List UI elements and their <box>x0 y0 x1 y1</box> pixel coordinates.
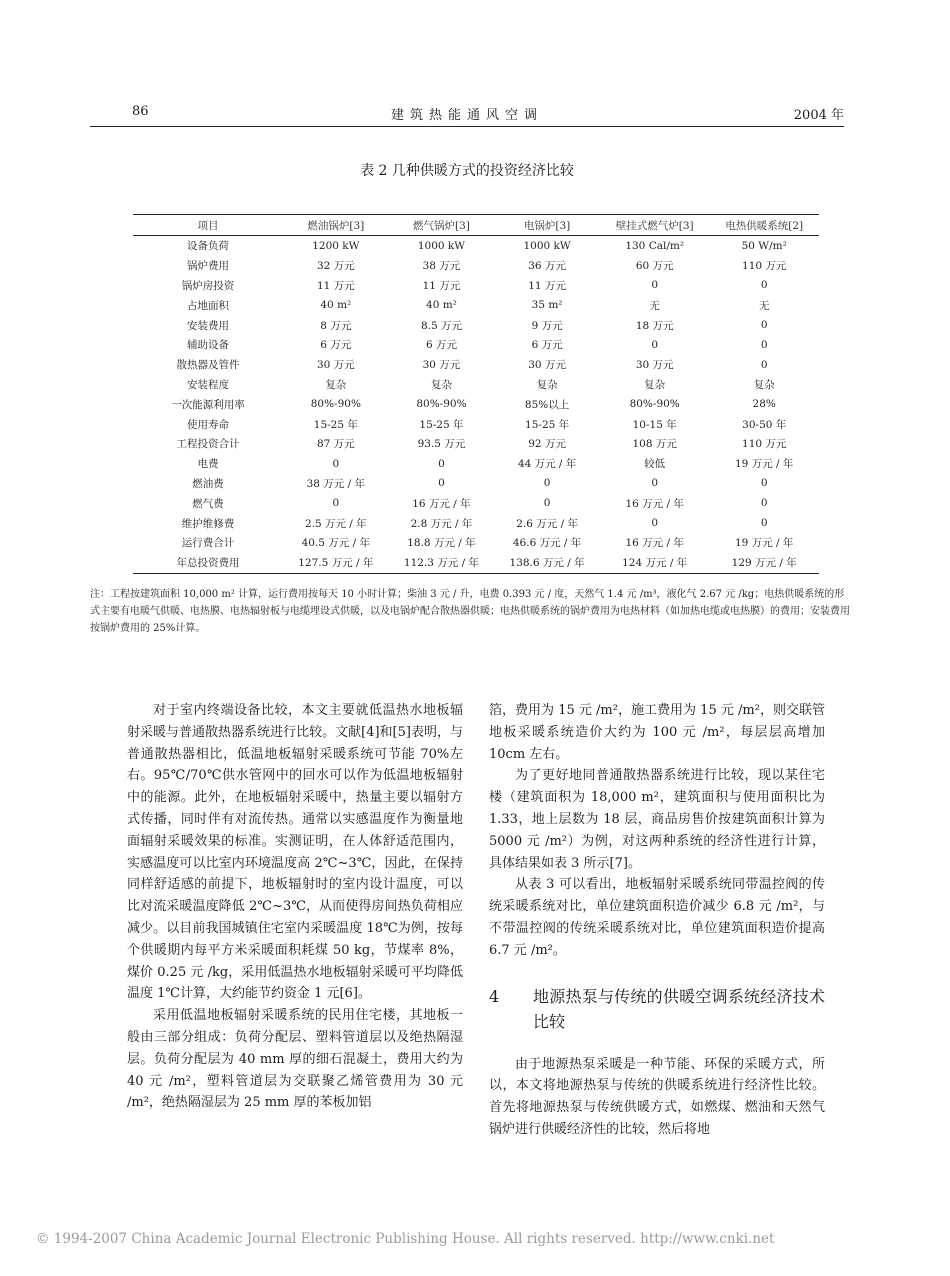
table-cell: 复杂 <box>753 378 775 391</box>
table-cell: 60 万元 <box>635 260 674 273</box>
table-cell: 6 万元 <box>425 339 457 352</box>
right-column <box>489 700 825 1141</box>
table-cell: 46.6 万元 / 年 <box>512 537 582 550</box>
table-cell: 19 万元 / 年 <box>735 458 794 471</box>
table-cell: 30-50 年 <box>742 418 787 431</box>
table-cell: 11 万元 <box>316 279 355 292</box>
table-cell: 1200 kW <box>312 239 360 252</box>
table-row <box>133 315 819 335</box>
section-heading <box>489 984 825 1034</box>
table-cell: 2.8 万元 / 年 <box>410 517 473 530</box>
table-cell: 30 万元 <box>528 359 566 372</box>
table-cell: 8 万元 <box>320 319 352 332</box>
page-number: 86 <box>132 104 149 119</box>
table-cell: 110 万元 <box>742 260 787 273</box>
table-row <box>133 295 819 315</box>
table-cell: 9 万元 <box>531 319 563 332</box>
table-cell: 0 <box>543 497 551 510</box>
row-label-cell: 年总投资费用 <box>176 557 240 570</box>
section-number: 4 <box>489 986 500 1006</box>
row-label-cell: 一次能源利用率 <box>171 398 245 411</box>
table-cell: 0 <box>651 279 659 292</box>
table-cell: 138.6 万元 / 年 <box>509 557 585 570</box>
table-row <box>133 493 819 513</box>
table-cell: 0 <box>332 497 340 510</box>
table-cell: 1000 kW <box>523 239 571 252</box>
table-cell: 11 万元 <box>528 279 566 292</box>
table-cell: 复杂 <box>536 378 558 391</box>
table-row <box>133 533 819 553</box>
table-cell: 30 万元 <box>316 359 355 372</box>
table-cell: 112.3 万元 / 年 <box>403 557 480 570</box>
table-cell: 无 <box>758 299 770 312</box>
table-cell: 40.5 万元 / 年 <box>301 537 371 550</box>
column-header: 项目 <box>133 215 283 236</box>
table-cell: 16 万元 / 年 <box>625 537 684 550</box>
row-label-cell: 设备负荷 <box>187 240 229 253</box>
table-cell: 10-15 年 <box>632 418 677 431</box>
table-row <box>133 394 819 414</box>
table-cell: 129 万元 / 年 <box>731 557 797 570</box>
table-row <box>133 335 819 355</box>
column-header: 燃气锅炉[3] <box>389 215 495 236</box>
year: 2004 年 <box>793 108 844 123</box>
table-cell: 15-25 年 <box>525 418 570 431</box>
row-label-cell: 使用寿命 <box>187 418 229 431</box>
table-row <box>133 513 819 533</box>
table-cell: 30 万元 <box>422 359 461 372</box>
copyright-footer: © 1994-2007 China Academic Journal Electronic Publishing House. All rights reserved. http://www.cnki.net <box>36 1231 775 1247</box>
table-cell: 0 <box>332 457 340 470</box>
table-row <box>133 355 819 375</box>
table-row <box>133 474 819 494</box>
row-label-cell: 燃气费 <box>192 497 224 510</box>
table-cell: 0 <box>438 457 445 470</box>
row-label-cell: 工程投资合计 <box>176 438 240 451</box>
paragraph: 为了更好地同普通散热器系统进行比较，现以某住宅楼（建筑面积为 18,000 m²，建筑面积与使用面积比为 1.33，地上层数为 18 层，商品房售价按建筑面积计算为 5000 元 /m²）为例，对这两种系统的经济性进行计算，具体结果如表 3 所示[7]。 <box>489 768 825 871</box>
table-cell: 32 万元 <box>316 260 355 273</box>
table-cell: 93.5 万元 <box>417 438 466 451</box>
table-cell: 130 Cal/m² <box>625 239 685 252</box>
row-label-cell: 辅助设备 <box>187 339 229 352</box>
table-row <box>133 434 819 454</box>
table-cell: 18.8 万元 / 年 <box>407 537 476 550</box>
running-header <box>90 100 844 127</box>
table-cell: 0 <box>651 477 659 490</box>
table-cell: 16 万元 / 年 <box>412 497 471 510</box>
table-cell: 复杂 <box>644 378 666 391</box>
table-cell: 复杂 <box>430 378 452 391</box>
row-label-cell: 安装程度 <box>187 378 229 391</box>
table-row <box>133 276 819 296</box>
table-cell: 0 <box>760 319 768 332</box>
table-cell: 0 <box>760 338 768 351</box>
table-cell: 2.6 万元 / 年 <box>516 517 578 530</box>
row-label-cell: 安装费用 <box>187 319 229 332</box>
table-cell: 80%-90% <box>629 398 680 411</box>
table-cell: 18 万元 <box>635 319 674 332</box>
column-header: 电锅炉[3] <box>494 215 600 236</box>
column-header: 壁挂式燃气炉[3] <box>600 215 710 236</box>
table-cell: 2.5 万元 / 年 <box>304 517 367 530</box>
table-cell: 6 万元 <box>320 339 352 352</box>
table-cell: 0 <box>760 477 768 490</box>
row-label-cell: 锅炉费用 <box>187 260 229 273</box>
table-cell: 80%-90% <box>310 398 361 411</box>
table-cell: 40 m² <box>320 299 352 312</box>
table-cell: 40 m² <box>426 299 457 312</box>
table-cell: 0 <box>543 477 551 490</box>
column-header: 燃油锅炉[3] <box>283 215 389 236</box>
table-cell: 38 万元 / 年 <box>306 477 366 490</box>
table-cell: 0 <box>438 477 445 490</box>
table-cell: 80%-90% <box>416 398 467 411</box>
table-cell: 110 万元 <box>742 438 787 451</box>
table-cell: 0 <box>760 279 768 292</box>
table-caption: 表 2 几种供暖方式的投资经济比较 <box>360 163 574 179</box>
table-row <box>133 375 819 395</box>
table-cell: 0 <box>760 517 768 530</box>
row-label-cell: 占地面积 <box>187 299 229 312</box>
table-note: 注：工程按建筑面积 10,000 m² 计算，运行费用按每天 10 小时计算；柴油 3 元 / 升，电费 0.393 元 / 度，天然气 1.4 元 /m³，液化气 2.67 元 /kg；电热供暖系统的形式主要有电暖气供暖、电热膜、电热辐射板与电缆埋设式供暖，以及电锅炉配合散热器供暖；电热供暖系统的锅炉费用为电热材料（如加热电缆或电热膜）的费用；安装费用按锅炉费用的 25%计算。 <box>90 589 850 634</box>
row-label-cell: 运行费合计 <box>181 537 235 550</box>
table-cell: 较低 <box>644 458 666 471</box>
row-label-cell: 锅炉房投资 <box>181 279 235 292</box>
table-cell: 6 万元 <box>531 339 563 352</box>
table-row <box>133 414 819 434</box>
table-cell: 36 万元 <box>528 260 566 273</box>
table-cell: 30 万元 <box>635 359 674 372</box>
table-row <box>133 256 819 276</box>
table-cell: 44 万元 / 年 <box>517 458 577 471</box>
table-cell: 15-25 年 <box>419 418 464 431</box>
table-cell: 15-25 年 <box>313 418 358 431</box>
row-label-cell: 电费 <box>197 458 219 471</box>
table-cell: 127.5 万元 / 年 <box>298 557 374 570</box>
table-cell: 0 <box>760 497 768 510</box>
table-cell: 0 <box>651 517 659 530</box>
row-label-cell: 维护维修费 <box>181 517 235 530</box>
paragraph: 对于室内终端设备比较，本文主要就低温热水地板辐射采暖与普通散热器系统进行比较。文献[4]和[5]表明，与普通散热器相比，低温地板辐射采暖系统可节能 70%左右。95℃/70℃供水管网中的回水可以作为低温地板辐射中的能源。此外，在地板辐射采暖中，热量主要以辐射方式传播，同时伴有对流传热。通常以实感温度作为衡量地面辐射采暖效果的标准。实测证明，在人体舒适范围内，实感温度可以比室内环境温度高 2℃~3℃，因此，在保持同样舒适感的前提下，地板辐射时的室内设计温度，可以比对流采暖温度降低 2℃~3℃，从而使得房间热负荷相应减少。以目前我国城镇住宅室内采暖温度 18℃为例，按每个供暖期内每平方米采暖面积耗煤 50 kg，节煤率 8%，煤价 0.25 元 /kg，采用低温热水地板辐射采暖可平均降低温度 1℃计算，大约能节约资金 1 元[6]。 <box>127 703 463 1002</box>
column-header: 电热供暖系统[2] <box>709 215 819 236</box>
table-cell: 85%以上 <box>524 398 570 411</box>
table-cell: 复杂 <box>325 378 347 391</box>
table-cell: 35 m² <box>531 299 563 312</box>
table-row <box>133 454 819 474</box>
table-cell: 87 万元 <box>316 438 355 451</box>
table-cell: 92 万元 <box>528 438 566 451</box>
table-cell: 28% <box>752 398 776 411</box>
left-column <box>127 700 463 1114</box>
table-cell: 38 万元 <box>422 260 461 273</box>
table-cell: 无 <box>649 299 660 312</box>
row-label-cell: 散热器及管件 <box>176 359 240 372</box>
table-cell: 0 <box>760 358 768 371</box>
table-cell: 108 万元 <box>632 438 677 451</box>
paragraph: 从表 3 可以看出，地板辐射采暖系统同带温控阀的传统采暖系统对比，单位建筑面积造价减少 6.8 元 /m²，与不带温控阀的传统采暖系统对比，单位建筑面积造价提高 6.7 元 /m²。 <box>489 877 825 958</box>
table-cell: 0 <box>651 338 659 351</box>
paragraph-continuation: 箔，费用为 15 元 /m²，施工费用为 15 元 /m²，则交联管地板采暖系统造价大约为 100 元 /m²，每层层高增加 10cm 左右。 <box>489 703 825 762</box>
table-cell: 16 万元 / 年 <box>625 497 684 510</box>
investment-table-wrapper <box>133 214 819 574</box>
table-header-row <box>133 215 819 236</box>
table-cell: 8.5 万元 <box>420 319 462 332</box>
section-title: 地源热泵与传统的供暖空调系统经济技术比较 <box>533 986 825 1031</box>
row-label-cell: 燃油费 <box>192 477 224 490</box>
journal-title: 建筑热能通风空调 <box>390 108 543 123</box>
table-body <box>133 236 819 573</box>
table-row <box>133 236 819 256</box>
table-cell: 124 万元 / 年 <box>622 557 688 570</box>
table-cell: 11 万元 <box>422 279 461 292</box>
paragraph: 由于地源热泵采暖是一种节能、环保的采暖方式，所以，本文将地源热泵与传统的供暖系统进行经济性比较。首先将地源热泵与传统供暖方式，如燃煤、燃油和天然气锅炉进行供暖经济性的比较，然后将地 <box>489 1056 825 1137</box>
table-cell: 1000 kW <box>417 239 466 252</box>
table-cell: 19 万元 / 年 <box>735 537 794 550</box>
table-cell: 50 W/m² <box>741 239 787 252</box>
paragraph: 采用低温地板辐射采暖系统的民用住宅楼，其地板一般由三部分组成：负荷分配层、塑料管道层以及绝热隔湿层。负荷分配层为 40 mm 厚的细石混凝土，费用大约为 40 元 /m²，塑料管道层为交联聚乙烯管费用为 30 元 /m²，绝热隔湿层为 25 mm 厚的苯板加铝 <box>127 1008 463 1111</box>
investment-comparison-table <box>133 215 819 573</box>
table-row <box>133 553 819 573</box>
